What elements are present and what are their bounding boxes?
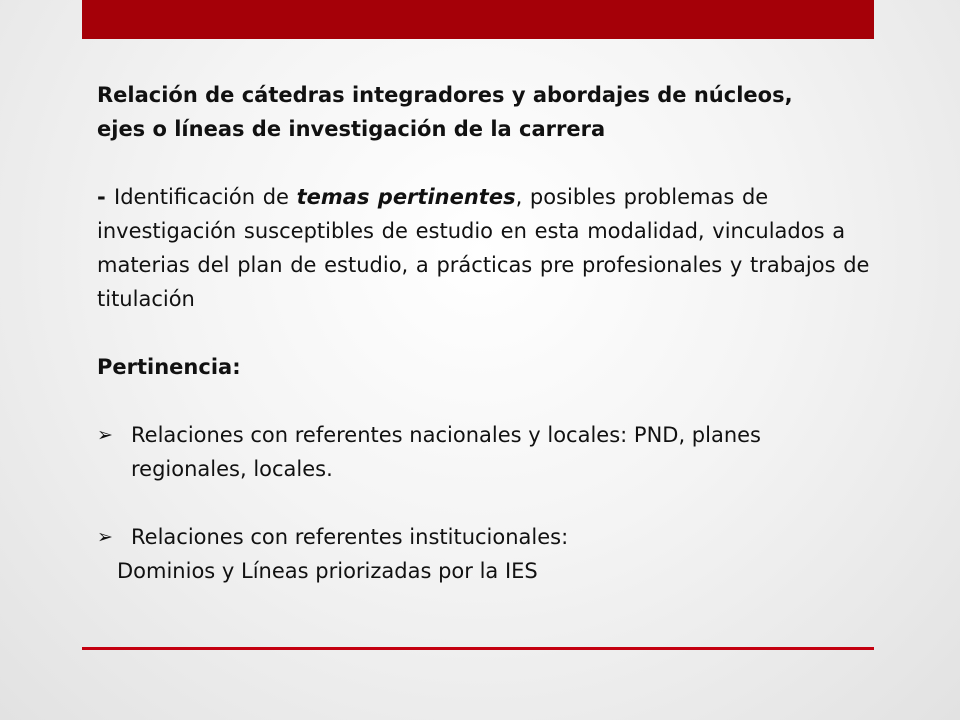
bullet-item-institutional <box>97 520 877 554</box>
bullet-item-national <box>97 418 877 486</box>
dash-prefix: - <box>97 185 115 209</box>
top-accent-bar <box>82 0 874 39</box>
bottom-divider-line <box>82 647 874 650</box>
spacer <box>97 384 877 418</box>
spacer <box>97 486 877 520</box>
bullet-text: Relaciones con referentes nacionales y locales: PND, planes regionales, locales. <box>131 423 761 481</box>
spacer <box>97 146 877 180</box>
slide-title <box>97 78 877 146</box>
description-rest: , posibles problemas de investigación susceptibles de estudio en esta modalidad, vinculados a materias del plan de estudio, a prácticas pre profesionales y trabajos de titulación <box>97 185 870 311</box>
emphasized-topic: temas pertinentes <box>296 185 516 209</box>
slide-title-line-1: Relación de cátedras integradores y abordajes de núcleos, <box>97 83 793 107</box>
institutional-domains-line: Dominios y Líneas priorizadas por la IES <box>117 559 538 583</box>
slide-title-line-2: ejes o líneas de investigación de la carrera <box>97 117 606 141</box>
description-intro: Identificación de <box>114 185 297 209</box>
pertinence-heading: Pertinencia: <box>97 355 241 379</box>
arrowhead-bullet-icon: ➢ <box>97 424 113 446</box>
spacer <box>97 316 877 350</box>
bullet-text: Relaciones con referentes institucionales: <box>131 525 569 549</box>
arrowhead-bullet-icon: ➢ <box>97 526 113 548</box>
slide-content <box>97 78 877 588</box>
description-paragraph <box>97 180 877 316</box>
